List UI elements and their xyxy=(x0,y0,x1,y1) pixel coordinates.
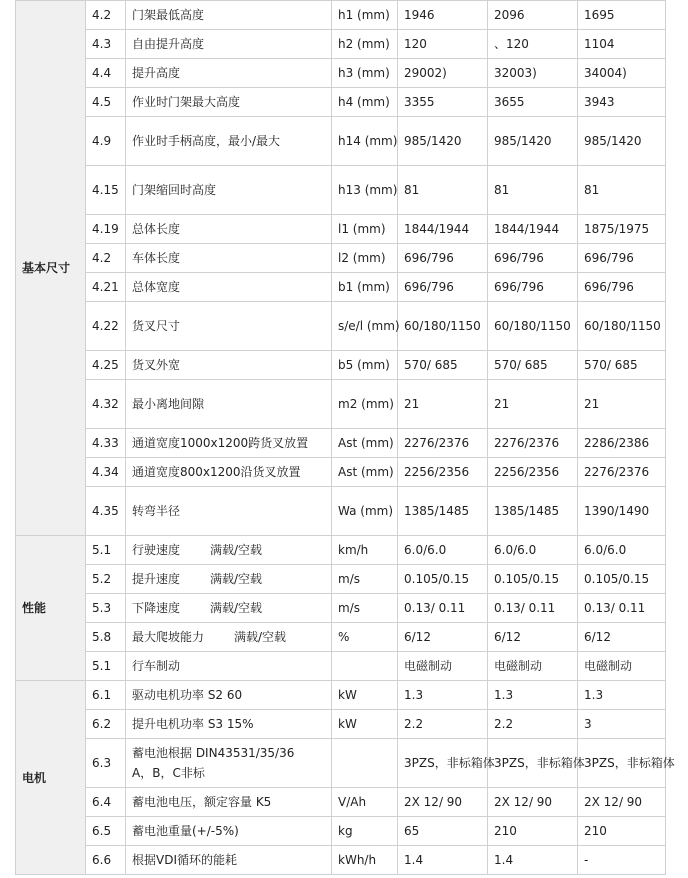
row-item-condition: 满载/空载 xyxy=(234,630,287,644)
row-value-2: 6.0/6.0 xyxy=(488,536,578,565)
row-value-3: 电磁制动 xyxy=(578,652,666,681)
row-unit: h2 (mm) xyxy=(332,30,398,59)
row-item-label: 总体宽度 xyxy=(132,280,181,294)
row-value-1: 1946 xyxy=(398,1,488,30)
row-value-3: 1.3 xyxy=(578,681,666,710)
row-unit: m/s xyxy=(332,594,398,623)
row-item xyxy=(126,88,332,117)
row-item-label: 蓄电池电压，额定容量 K5 xyxy=(132,795,272,809)
row-value-3: 3PZS，非标箱体 xyxy=(578,739,666,788)
row-value-3: 2276/2376 xyxy=(578,458,666,487)
row-item-label: 行车制动 xyxy=(132,659,181,673)
row-number: 4.35 xyxy=(86,487,126,536)
table-row xyxy=(16,458,666,487)
row-value-3: 570/ 685 xyxy=(578,351,666,380)
table-row xyxy=(16,846,666,875)
row-value-1: 696/796 xyxy=(398,244,488,273)
row-value-3: 0.13/ 0.11 xyxy=(578,594,666,623)
table-row xyxy=(16,565,666,594)
row-item xyxy=(126,652,332,681)
row-number: 4.32 xyxy=(86,380,126,429)
row-unit: % xyxy=(332,623,398,652)
row-unit: l2 (mm) xyxy=(332,244,398,273)
row-number: 6.5 xyxy=(86,817,126,846)
row-value-2: 1.3 xyxy=(488,681,578,710)
row-value-2: 1.4 xyxy=(488,846,578,875)
table-row xyxy=(16,30,666,59)
row-item-condition: 满载/空载 xyxy=(210,572,263,586)
table-row xyxy=(16,273,666,302)
row-number: 5.1 xyxy=(86,536,126,565)
row-value-2: 21 xyxy=(488,380,578,429)
row-value-2: 696/796 xyxy=(488,244,578,273)
table-row xyxy=(16,817,666,846)
table-row xyxy=(16,244,666,273)
row-item-label: 货叉外宽 xyxy=(132,358,181,372)
row-number: 4.5 xyxy=(86,88,126,117)
row-value-2: 6/12 xyxy=(488,623,578,652)
row-value-2: 3PZS，非标箱体 xyxy=(488,739,578,788)
row-number: 6.3 xyxy=(86,739,126,788)
row-value-2: 0.105/0.15 xyxy=(488,565,578,594)
row-value-2: 0.13/ 0.11 xyxy=(488,594,578,623)
row-item xyxy=(126,817,332,846)
row-unit: h14 (mm) xyxy=(332,117,398,166)
table-row xyxy=(16,681,666,710)
row-unit: km/h xyxy=(332,536,398,565)
row-item-label: 货叉尺寸 xyxy=(132,319,181,333)
spec-table-body xyxy=(16,1,675,875)
table-row xyxy=(16,1,666,30)
table-row xyxy=(16,88,666,117)
row-value-3: 34004) xyxy=(578,59,666,88)
row-value-3: 3943 xyxy=(578,88,666,117)
table-row xyxy=(16,166,666,215)
row-item xyxy=(126,166,332,215)
row-value-1: 2276/2376 xyxy=(398,429,488,458)
row-item xyxy=(126,536,332,565)
row-value-1: 696/796 xyxy=(398,273,488,302)
row-number: 4.34 xyxy=(86,458,126,487)
row-value-3: 1390/1490 xyxy=(578,487,666,536)
row-unit: Wa (mm) xyxy=(332,487,398,536)
row-item-label: 行驶速度 xyxy=(132,543,181,557)
row-value-1: 电磁制动 xyxy=(398,652,488,681)
row-item xyxy=(126,244,332,273)
row-item-label: 总体长度 xyxy=(132,222,181,236)
row-item-label: 门架最低高度 xyxy=(132,8,205,22)
row-number: 5.3 xyxy=(86,594,126,623)
table-row xyxy=(16,302,666,351)
row-number: 6.4 xyxy=(86,788,126,817)
row-unit: b1 (mm) xyxy=(332,273,398,302)
row-item xyxy=(126,594,332,623)
row-item-condition: 满载/空载 xyxy=(210,543,263,557)
row-item-label: 自由提升高度 xyxy=(132,37,205,51)
row-number: 4.9 xyxy=(86,117,126,166)
row-item-label: 提升速度 xyxy=(132,572,181,586)
row-unit: h3 (mm) xyxy=(332,59,398,88)
category-label: 基本尺寸 xyxy=(16,1,86,536)
row-value-2: 2256/2356 xyxy=(488,458,578,487)
row-value-3: - xyxy=(578,846,666,875)
row-value-2: 985/1420 xyxy=(488,117,578,166)
row-unit: b5 (mm) xyxy=(332,351,398,380)
row-value-1: 2256/2356 xyxy=(398,458,488,487)
row-number: 4.33 xyxy=(86,429,126,458)
row-value-1: 1385/1485 xyxy=(398,487,488,536)
row-value-2: 3655 xyxy=(488,88,578,117)
row-value-3: 6/12 xyxy=(578,623,666,652)
row-item xyxy=(126,846,332,875)
row-value-1: 1844/1944 xyxy=(398,215,488,244)
row-value-1: 2.2 xyxy=(398,710,488,739)
row-value-3: 2X 12/ 90 xyxy=(578,788,666,817)
row-item-label: 最大爬坡能力 xyxy=(132,630,205,644)
row-number: 5.8 xyxy=(86,623,126,652)
row-value-1: 3PZS，非标箱体 xyxy=(398,739,488,788)
table-row xyxy=(16,536,666,565)
row-number: 4.2 xyxy=(86,1,126,30)
row-value-3: 21 xyxy=(578,380,666,429)
table-row xyxy=(16,117,666,166)
table-row xyxy=(16,351,666,380)
category-label: 电机 xyxy=(16,681,86,875)
row-value-2: 696/796 xyxy=(488,273,578,302)
row-item xyxy=(126,739,332,788)
row-item xyxy=(126,273,332,302)
row-unit: s/e/l (mm) xyxy=(332,302,398,351)
row-unit: h4 (mm) xyxy=(332,88,398,117)
row-value-3: 1875/1975 xyxy=(578,215,666,244)
row-item xyxy=(126,117,332,166)
row-value-3: 985/1420 xyxy=(578,117,666,166)
row-unit: Ast (mm) xyxy=(332,429,398,458)
row-value-1: 81 xyxy=(398,166,488,215)
row-number: 5.1 xyxy=(86,652,126,681)
row-value-1: 3355 xyxy=(398,88,488,117)
row-unit: kg xyxy=(332,817,398,846)
row-number: 6.6 xyxy=(86,846,126,875)
row-item xyxy=(126,215,332,244)
row-item xyxy=(126,623,332,652)
row-value-1: 570/ 685 xyxy=(398,351,488,380)
row-item-label: 驱动电机功率 S2 60 xyxy=(132,688,243,702)
row-item xyxy=(126,59,332,88)
row-item xyxy=(126,351,332,380)
row-item-label: 最小离地间隙 xyxy=(132,397,205,411)
row-item-label: 下降速度 xyxy=(132,601,181,615)
row-value-2: 60/180/1150 xyxy=(488,302,578,351)
row-item xyxy=(126,380,332,429)
row-number: 4.19 xyxy=(86,215,126,244)
row-number: 4.4 xyxy=(86,59,126,88)
row-item-label: 通道宽度1000x1200跨货叉放置 xyxy=(132,436,309,450)
row-unit xyxy=(332,652,398,681)
row-value-1: 1.3 xyxy=(398,681,488,710)
row-value-3: 210 xyxy=(578,817,666,846)
row-item xyxy=(126,429,332,458)
row-item xyxy=(126,30,332,59)
row-value-1: 120 xyxy=(398,30,488,59)
row-value-2: 2096 xyxy=(488,1,578,30)
row-number: 5.2 xyxy=(86,565,126,594)
row-number: 4.15 xyxy=(86,166,126,215)
row-item-label: 通道宽度800x1200沿货叉放置 xyxy=(132,465,301,479)
table-row xyxy=(16,429,666,458)
table-row xyxy=(16,59,666,88)
row-item-label: 作业时门架最大高度 xyxy=(132,95,241,109)
row-value-1: 2X 12/ 90 xyxy=(398,788,488,817)
row-number: 4.25 xyxy=(86,351,126,380)
row-value-2: 210 xyxy=(488,817,578,846)
row-unit: m2 (mm) xyxy=(332,380,398,429)
table-row xyxy=(16,380,666,429)
row-item xyxy=(126,710,332,739)
row-number: 4.2 xyxy=(86,244,126,273)
row-value-1: 985/1420 xyxy=(398,117,488,166)
row-item xyxy=(126,487,332,536)
table-row xyxy=(16,710,666,739)
table-row xyxy=(16,739,666,788)
row-value-3: 81 xyxy=(578,166,666,215)
row-value-2: 570/ 685 xyxy=(488,351,578,380)
row-value-3: 6.0/6.0 xyxy=(578,536,666,565)
row-number: 6.2 xyxy=(86,710,126,739)
row-item xyxy=(126,681,332,710)
table-row xyxy=(16,623,666,652)
row-value-3: 1104 xyxy=(578,30,666,59)
row-value-3: 60/180/1150 xyxy=(578,302,666,351)
row-item-label: 转弯半径 xyxy=(132,504,181,518)
row-item-label: 提升高度 xyxy=(132,66,181,80)
row-value-1: 65 xyxy=(398,817,488,846)
table-row xyxy=(16,487,666,536)
row-number: 4.22 xyxy=(86,302,126,351)
row-unit: Ast (mm) xyxy=(332,458,398,487)
row-number: 4.3 xyxy=(86,30,126,59)
row-item-label: 车体长度 xyxy=(132,251,181,265)
row-value-2: 1844/1944 xyxy=(488,215,578,244)
row-item xyxy=(126,565,332,594)
row-item-label: 提升电机功率 S3 15% xyxy=(132,717,254,731)
row-item xyxy=(126,1,332,30)
row-item-label: 作业时手柄高度，最小/最大 xyxy=(132,134,281,148)
table-row xyxy=(16,788,666,817)
row-unit: kWh/h xyxy=(332,846,398,875)
row-unit: h13 (mm) xyxy=(332,166,398,215)
row-value-1: 6.0/6.0 xyxy=(398,536,488,565)
row-unit: l1 (mm) xyxy=(332,215,398,244)
row-value-2: 、120 xyxy=(488,30,578,59)
table-row xyxy=(16,652,666,681)
row-value-2: 32003) xyxy=(488,59,578,88)
row-value-1: 0.13/ 0.11 xyxy=(398,594,488,623)
row-unit xyxy=(332,739,398,788)
row-item xyxy=(126,458,332,487)
row-value-2: 2276/2376 xyxy=(488,429,578,458)
row-number: 4.21 xyxy=(86,273,126,302)
row-item-condition: 满载/空载 xyxy=(210,601,263,615)
row-value-3: 1695 xyxy=(578,1,666,30)
category-label: 性能 xyxy=(16,536,86,681)
row-value-2: 2.2 xyxy=(488,710,578,739)
row-unit: m/s xyxy=(332,565,398,594)
row-value-1: 29002) xyxy=(398,59,488,88)
row-unit: h1 (mm) xyxy=(332,1,398,30)
row-unit: kW xyxy=(332,710,398,739)
row-item xyxy=(126,788,332,817)
row-unit: kW xyxy=(332,681,398,710)
row-item-label: 蓄电池重量(+/-5%) xyxy=(132,824,239,838)
table-row xyxy=(16,215,666,244)
row-value-1: 60/180/1150 xyxy=(398,302,488,351)
row-value-2: 2X 12/ 90 xyxy=(488,788,578,817)
row-value-2: 电磁制动 xyxy=(488,652,578,681)
row-value-3: 2286/2386 xyxy=(578,429,666,458)
spec-table xyxy=(15,0,675,875)
row-value-3: 3 xyxy=(578,710,666,739)
row-value-1: 21 xyxy=(398,380,488,429)
row-value-2: 1385/1485 xyxy=(488,487,578,536)
row-value-3: 696/796 xyxy=(578,273,666,302)
row-value-1: 1.4 xyxy=(398,846,488,875)
row-item-label: 蓄电池根据 DIN43531/35/36 A，B，C非标 xyxy=(132,746,295,780)
row-item-label: 门架缩回时高度 xyxy=(132,183,217,197)
row-unit: V/Ah xyxy=(332,788,398,817)
row-item-label: 根据VDI循环的能耗 xyxy=(132,853,237,867)
row-value-3: 0.105/0.15 xyxy=(578,565,666,594)
row-item xyxy=(126,302,332,351)
table-row xyxy=(16,594,666,623)
row-number: 6.1 xyxy=(86,681,126,710)
row-value-1: 6/12 xyxy=(398,623,488,652)
row-value-3: 696/796 xyxy=(578,244,666,273)
row-value-1: 0.105/0.15 xyxy=(398,565,488,594)
row-value-2: 81 xyxy=(488,166,578,215)
